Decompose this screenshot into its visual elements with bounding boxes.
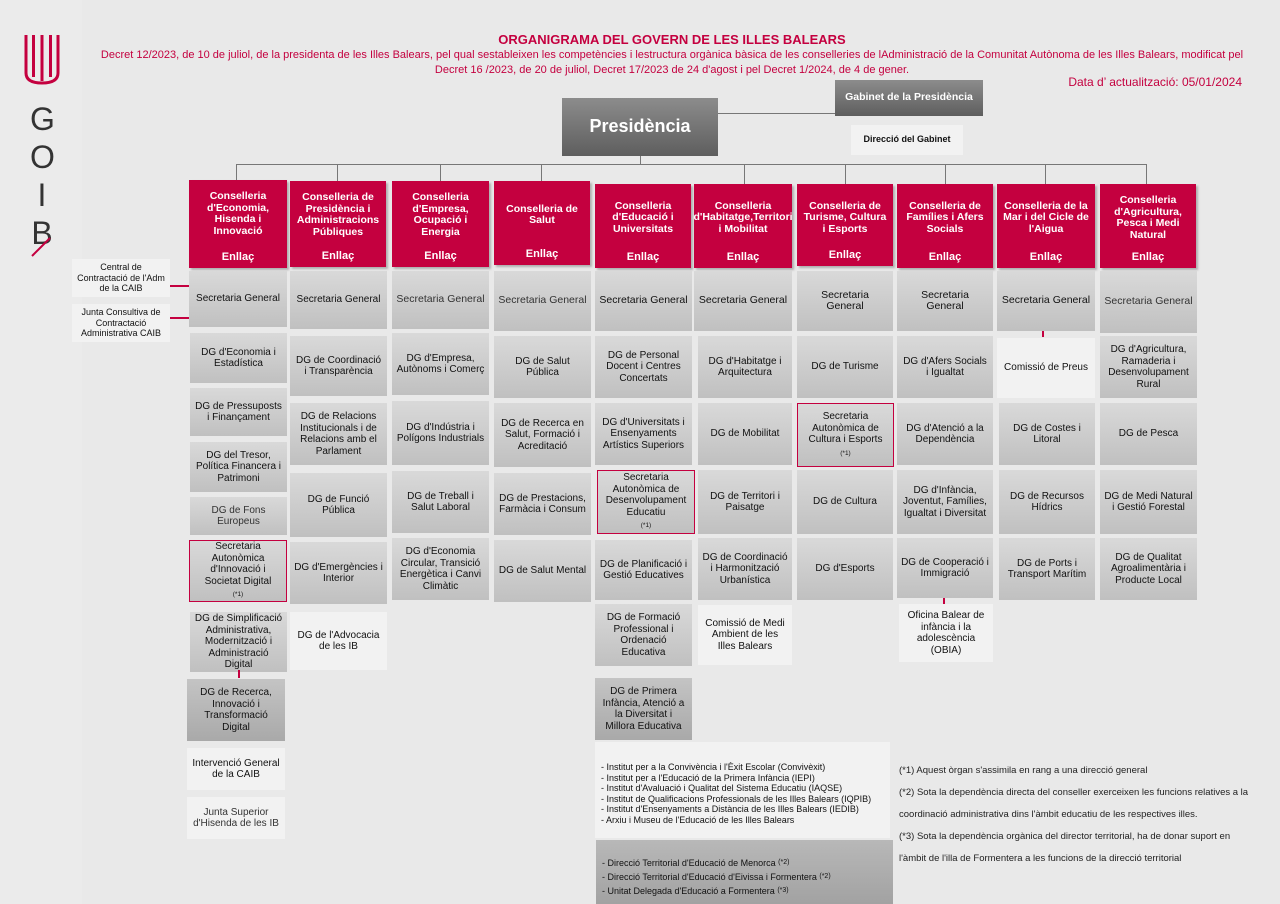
org-box[interactable]: DG de Medi Natural i Gestió Forestal (1100, 470, 1197, 534)
org-box[interactable]: DG de Cultura (797, 470, 893, 534)
enllac-label: Enllaç (221, 250, 255, 263)
org-box[interactable]: Secretaria General (290, 271, 387, 329)
list-item[interactable]: - Institut d'Avaluació i Qualitat del Sistema Educatiu (IAQSE) (601, 783, 843, 793)
org-box[interactable]: DG d'Universitats i Ensenyaments Artístics Superiors (595, 403, 692, 465)
org-box[interactable]: DG de Fons Europeus (190, 497, 287, 535)
org-box[interactable]: DG d'Emergències i Interior (290, 542, 387, 604)
footnote: l'àmbit de l'illa de Formentera a les funcions de la direcció territorial (899, 853, 1182, 864)
org-box[interactable]: DG de Funció Pública (290, 473, 387, 537)
enllac-label: Enllaç (321, 249, 355, 262)
slash-icon (30, 236, 52, 258)
org-box[interactable]: DG del Tresor, Política Financera i Patrimoni (190, 442, 287, 492)
junta-consultiva-box[interactable]: Junta Consultiva de Contractació Administrativa CAIB (72, 304, 170, 342)
org-box[interactable]: DG de Prestacions, Farmàcia i Consum (494, 473, 591, 535)
org-box[interactable]: DG de Pressuposts i Finançament (190, 388, 287, 436)
org-box[interactable]: DG de Simplificació Administrativa, Modernització i Administració Digital (190, 612, 287, 672)
org-box[interactable]: DG de l'Advocacia de les IB (290, 612, 387, 670)
org-box[interactable]: DG d'Economia i Estadística (190, 333, 287, 383)
conselleria-name: Conselleria de Turisme, Cultura i Esports (803, 199, 887, 235)
list-item[interactable]: - Arxiu i Museu de l'Educació de les Illes Balears (601, 814, 795, 825)
org-box[interactable]: Secretaria General (694, 271, 792, 331)
footnote: coordinació administrativa dins l'àmbit educatiu de les respectives illes. (899, 809, 1198, 820)
org-box[interactable]: DG de Qualitat Agroalimentària i Producte Local (1100, 538, 1197, 600)
conselleria-name: Conselleria de Presidència i Administracions Públiques (296, 191, 380, 238)
footnote: (*3) Sota la dependència orgànica del director territorial, ha de donar suport en (899, 831, 1231, 842)
org-box[interactable]: DG d'Atenció a la Dependència (897, 403, 993, 465)
connector (1045, 164, 1046, 184)
org-box[interactable]: DG de Pesca (1100, 403, 1197, 465)
conselleria-name: Conselleria de Famílies i Afers Socials (906, 199, 984, 235)
org-box[interactable]: DG de Formació Professional i Ordenació Educativa (595, 604, 692, 666)
org-box[interactable]: DG d'Economia Circular, Transició Energètica i Canvi Climàtic (392, 538, 489, 600)
enllac-label: Enllaç (828, 248, 862, 261)
connector (744, 164, 745, 184)
connector (440, 164, 441, 181)
sidebar (0, 0, 82, 904)
presidencia-box[interactable]: Presidència (562, 98, 718, 156)
goib-logo-icon (24, 33, 60, 85)
connector (236, 164, 237, 180)
org-box[interactable]: DG de Salut Pública (494, 336, 591, 398)
org-box[interactable]: DG de Treball i Salut Laboral (392, 471, 489, 533)
org-box[interactable]: Secretaria General (595, 271, 692, 331)
org-box[interactable]: Secretaria General (997, 271, 1095, 331)
enllac-label: Enllaç (1029, 250, 1063, 263)
org-box[interactable]: DG d'Infància, Joventut, Famílies, Igualtat i Diversitat (897, 470, 993, 534)
note-mark: (*1) (840, 449, 851, 457)
org-box[interactable]: DG de Relacions Institucionals i de Relacions amb el Parlament (290, 403, 387, 465)
conselleria-name: Conselleria d'Educació i Universitats (612, 199, 674, 235)
conselleria-mar[interactable] (997, 184, 1095, 268)
org-box-secretaria-innovacio[interactable] (189, 540, 287, 602)
org-box[interactable]: DG d'Afers Socials i Igualtat (897, 336, 993, 398)
central-contractacio-box[interactable]: Central de Contractació de l'Adm de la CAIB (72, 259, 170, 297)
org-box[interactable]: DG de Salut Mental (494, 540, 591, 602)
footnote: (*2) Sota la dependència directa del conseller exerceixen les funcions relatives a la (899, 787, 1249, 798)
org-box[interactable]: Comissió de Medi Ambient de les Illes Balears (698, 605, 792, 665)
list-item[interactable]: - Institut d'Ensenyaments a Distància de les Illes Balears (IEDIB) (601, 804, 859, 814)
org-box[interactable]: DG de Coordinació i Harmonització Urbanística (698, 538, 792, 600)
conselleria-name: Conselleria de Salut (506, 202, 578, 226)
connector-red (1042, 331, 1044, 337)
conselleria-educacio[interactable] (595, 184, 691, 268)
list-item[interactable]: - Direcció Territorial d'Educació d'Eivissa i Formentera $^{(*2)}$ (602, 872, 831, 882)
connector (945, 164, 946, 184)
footnote: (*1) Aquest òrgan s'assimila en rang a una direcció general (899, 765, 1148, 776)
direccio-gabinet-box[interactable]: Direcció del Gabinet (851, 125, 963, 155)
connector (718, 113, 835, 114)
enllac-label: Enllaç (626, 250, 660, 263)
org-box[interactable]: DG de Ports i Transport Marítim (999, 538, 1095, 600)
org-box[interactable]: Secretaria General (797, 271, 893, 331)
org-box[interactable]: DG d'Empresa, Autònoms i Comerç (392, 333, 489, 395)
conselleria-salut[interactable] (494, 181, 590, 265)
list-item[interactable]: - Direcció Territorial d'Educació de Menorca $^{(*2)}$ (602, 858, 790, 868)
org-box[interactable]: DG de Mobilitat (698, 403, 792, 465)
conselleria-presidencia[interactable] (290, 181, 386, 267)
update-date: Data d’ actualització: 05/01/2024 (1068, 75, 1242, 89)
connector (845, 164, 846, 184)
list-item[interactable]: - Unitat Delegada d'Educació a Formentera $^{(*3)}$ (602, 886, 789, 896)
org-box[interactable]: DG de Primera Infància, Atenció a la Diversitat i Millora Educativa (595, 678, 692, 740)
connector-horizontal (236, 164, 1147, 165)
territorials-list (596, 840, 893, 904)
org-box[interactable]: DG de Recursos Hídrics (999, 470, 1095, 534)
org-box[interactable]: DG d'Agricultura, Ramaderia i Desenvolupament Rural (1100, 336, 1197, 398)
connector-red (238, 670, 240, 678)
instituts-list (595, 742, 890, 838)
conselleria-agricultura[interactable] (1100, 184, 1196, 268)
enllac-label: Enllaç (1131, 250, 1165, 263)
page-subtitle: Decret 12/2023, de 10 de juliol, de la presidenta de les Illes Balears, pel qual sestableixen les competències i lestructura orgànica bàsica de les conselleries de lAdministració de la Comunitat Autònoma de les Illes Balears, modificat pel Decret 16 /2023, de 20 de juliol, Decret 17/2023 de 24 d'agost i pel Decret 1/2024, de 4 de gener. (100, 49, 1244, 76)
org-box[interactable]: Secretaria General (189, 271, 287, 327)
list-item[interactable]: - Institut per a la Convivència i l'Èxit Escolar (Convivèxit) (601, 762, 826, 772)
box-label: Secretaria Autonòmica d'Innovació i Societat Digital (204, 541, 272, 587)
org-box[interactable]: DG de Planificació i Gestió Educatives (595, 540, 692, 600)
org-box[interactable]: DG d'Indústria i Polígons Industrials (392, 401, 489, 465)
list-item[interactable]: - Institut de Qualificacions Professionals de les Illes Balears (IQPIB) (601, 793, 872, 804)
org-box[interactable]: Oficina Balear de infància i la adolescència (OBIA) (899, 604, 993, 662)
note-mark: (*1) (232, 591, 244, 599)
org-box[interactable]: DG de Territori i Paisatge (698, 470, 792, 534)
org-box[interactable]: Secretaria General (1100, 271, 1197, 333)
org-box[interactable]: DG de Recerca en Salut, Formació i Acreditació (494, 403, 591, 467)
org-box[interactable]: DG de Cooperació i Immigració (897, 538, 993, 598)
enllac-label: Enllaç (424, 249, 457, 262)
conselleria-economia[interactable] (189, 180, 287, 268)
enllac-label: Enllaç (726, 250, 760, 263)
conselleria-name: Conselleria de la Mar i del Cicle de l'Aigua (1003, 199, 1089, 235)
list-item[interactable]: - Institut per a l'Educació de la Primera Infància (IEPI) (601, 772, 815, 783)
footnotes (899, 760, 1269, 870)
conselleria-name: Conselleria d'Economia, Hisenda i Innovació (206, 190, 269, 237)
connector-red (170, 285, 190, 287)
box-label: Secretaria Autonòmica de Cultura i Esports (808, 411, 883, 445)
org-box[interactable]: Intervenció General de la CAIB (187, 748, 285, 790)
note-mark: (*1) (640, 522, 652, 530)
conselleria-name: Conselleria d'Agricultura, Pesca i Medi Natural (1114, 194, 1182, 241)
org-box[interactable]: Secretaria General (392, 271, 489, 329)
conselleria-name: Conselleria d'Empresa, Ocupació i Energia (412, 191, 469, 238)
org-box[interactable]: DG d'Habitatge i Arquitectura (698, 336, 792, 398)
conselleria-habitatge[interactable] (694, 184, 792, 268)
connector-red (170, 317, 190, 319)
connector (337, 164, 338, 181)
org-box[interactable]: Secretaria General (494, 271, 591, 331)
goib-wordmark: G O I B (30, 101, 55, 251)
org-box[interactable]: DG de Turisme (797, 336, 893, 398)
page-title: ORGANIGRAMA DEL GOVERN DE LES ILLES BALEARS (498, 32, 846, 47)
enllac-label: Enllaç (928, 250, 962, 263)
org-box[interactable]: Secretaria General (897, 271, 993, 331)
connector (1146, 164, 1147, 184)
org-box[interactable]: Comissió de Preus (997, 338, 1095, 398)
enllac-label: Enllaç (525, 247, 559, 260)
org-box[interactable]: DG de Recerca, Innovació i Transformació Digital (187, 679, 285, 741)
conselleria-families[interactable] (897, 184, 993, 268)
conselleria-turisme[interactable] (797, 184, 893, 266)
org-box[interactable]: DG d'Esports (797, 538, 893, 600)
org-box[interactable]: DG de Costes i Litoral (999, 403, 1095, 465)
org-box-secretaria-educatiu[interactable] (597, 470, 695, 534)
conselleria-empresa[interactable] (392, 181, 489, 267)
connector (541, 164, 542, 181)
org-box[interactable]: DG de Personal Docent i Centres Concertats (595, 336, 692, 398)
box-label: Secretaria Autonòmica de Desenvolupament Educatiu (605, 472, 687, 518)
org-box-secretaria-cultura[interactable] (797, 403, 894, 467)
conselleria-name: Conselleria d'Habitatge,Territori i Mobilitat (693, 199, 793, 235)
org-box[interactable]: DG de Coordinació i Transparència (290, 336, 387, 396)
gabinet-box[interactable]: Gabinet de la Presidència (835, 80, 983, 116)
org-box[interactable]: Junta Superior d'Hisenda de les IB (187, 797, 285, 839)
